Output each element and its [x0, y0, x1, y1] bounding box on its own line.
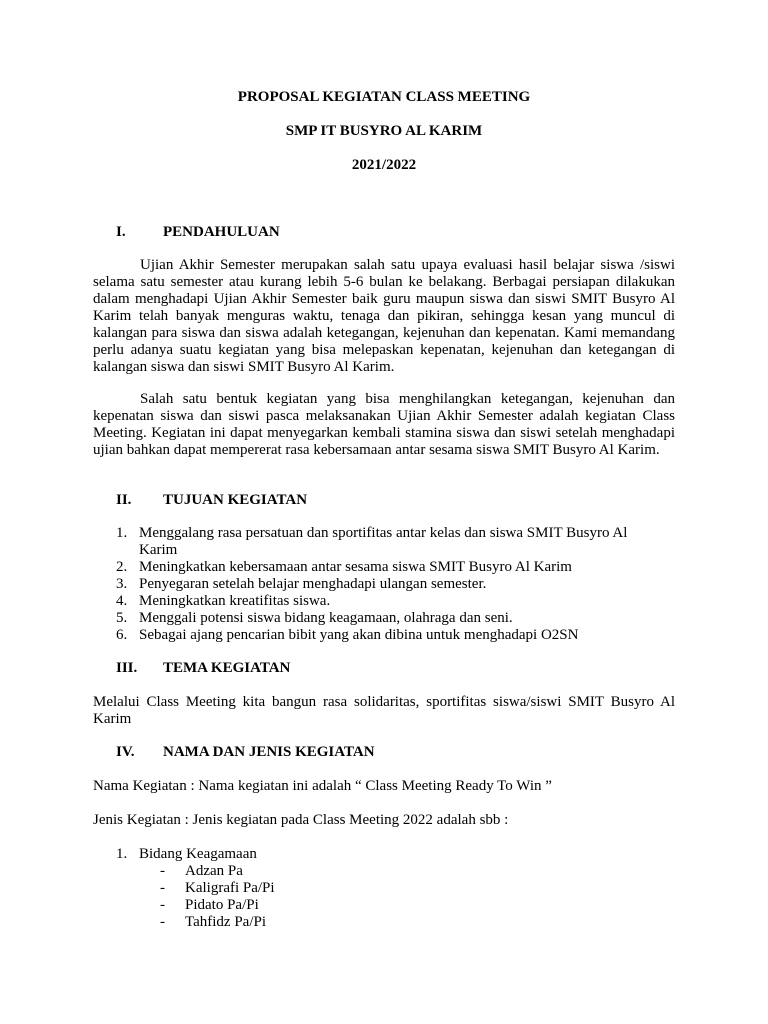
list-number: 1. [116, 846, 128, 862]
list-item [116, 627, 656, 644]
school-name: SMP IT BUSYRO AL KARIM [285, 123, 483, 139]
tema-paragraph: Melalui Class Meeting kita bangun rasa solidaritas, sportifitas siswa/siswi SMIT Busyro Al Karim [93, 694, 675, 727]
dash-bullet: - [160, 897, 165, 913]
list-item [160, 914, 275, 931]
dash-bullet: - [160, 914, 165, 930]
list-number: 5. [116, 610, 128, 626]
section-heading-tujuan [116, 492, 307, 509]
list-item [160, 863, 275, 880]
dash-bullet: - [160, 880, 165, 896]
list-text: Penyegaran setelah belajar menghadapi ulangan semester. [139, 576, 487, 592]
list-number: 1. [116, 525, 128, 541]
list-text: Tahfidz Pa/Pi [185, 914, 267, 930]
jenis-kegiatan: Jenis Kegiatan : Jenis kegiatan pada Class Meeting 2022 adalah sbb : [93, 812, 509, 828]
list-number: 6. [116, 627, 128, 643]
section-title: PENDAHULUAN [163, 224, 280, 240]
list-text: Adzan Pa [185, 863, 243, 879]
list-text: Pidato Pa/Pi [185, 897, 259, 913]
section-title: NAMA DAN JENIS KEGIATAN [163, 744, 375, 760]
section-heading-nama-jenis [116, 744, 375, 761]
list-item [116, 593, 656, 610]
section-title: TEMA KEGIATAN [163, 660, 291, 676]
list-number: 2. [116, 559, 128, 575]
section-number: II. [116, 492, 132, 508]
section-number: III. [116, 660, 138, 676]
section-heading-pendahuluan [116, 224, 280, 241]
list-text: Meningkatkan kreatifitas siswa. [139, 593, 331, 609]
list-item [116, 559, 656, 576]
list-text: Kaligrafi Pa/Pi [185, 880, 275, 896]
list-text: Bidang Keagamaan [139, 846, 257, 862]
section-title: TUJUAN KEGIATAN [163, 492, 308, 508]
nama-kegiatan: Nama Kegiatan : Nama kegiatan ini adalah “ Class Meeting Ready To Win ” [93, 778, 552, 794]
list-text: Sebagai ajang pencarian bibit yang akan dibina untuk menghadapi O2SN [139, 627, 579, 643]
pendahuluan-paragraph-1: Ujian Akhir Semester merupakan salah satu upaya evaluasi hasil belajar siswa /siswi selama satu semester atau kurang lebih 5-6 bulan ke belakang. Berbagai persiapan dilakukan dalam menghadapi Ujian Akhir Semester baik guru maupun siswa dan siswi SMIT Busyro Al Karim telah banyak menguras waktu, tenaga dan pikiran, sehingga kesan yang muncul di kalangan para siswa dan siswa adalah ketegangan, kejenuhan dan kepenatan. Kami memandang perlu adanya suatu kegiatan yang bisa melepaskan kepenatan, kejenuhan dan ketegangan di kalangan siswa dan siswi SMIT Busyro Al Karim. [93, 257, 675, 375]
list-item [160, 897, 275, 914]
academic-year: 2021/2022 [351, 157, 417, 173]
list-item [116, 525, 656, 559]
pendahuluan-paragraph-2: Salah satu bentuk kegiatan yang bisa menghilangkan ketegangan, kejenuhan dan kepenatan siswa dan siswi pasca melaksanakan Ujian Akhir Semester adalah kegiatan Class Meeting. Kegiatan ini dapat menyegarkan kembali stamina siswa dan siswi setelah menghadapi ujian bahkan dapat mempererat rasa kebersamaan antar sesama siswa SMIT Busyro Al Karim. [93, 391, 675, 458]
list-text: Menggali potensi siswa bidang keagamaan, olahraga dan seni. [139, 610, 513, 626]
tujuan-list [116, 525, 656, 644]
keagamaan-sublist [160, 863, 275, 931]
list-item [116, 576, 656, 593]
section-heading-tema [116, 660, 290, 677]
list-number: 4. [116, 593, 128, 609]
list-number: 3. [116, 576, 128, 592]
dash-bullet: - [160, 863, 165, 879]
section-number: I. [116, 224, 126, 240]
list-item [116, 846, 656, 863]
list-text: Menggalang rasa persatuan dan sportifitas antar kelas dan siswa SMIT Busyro Al Karim [139, 525, 628, 558]
section-number: IV. [116, 744, 135, 760]
list-item [116, 610, 656, 627]
list-item [160, 880, 275, 897]
list-text: Meningkatkan kebersamaan antar sesama siswa SMIT Busyro Al Karim [139, 559, 572, 575]
document-title: PROPOSAL KEGIATAN CLASS MEETING [237, 89, 531, 105]
bidang-list [116, 846, 656, 863]
